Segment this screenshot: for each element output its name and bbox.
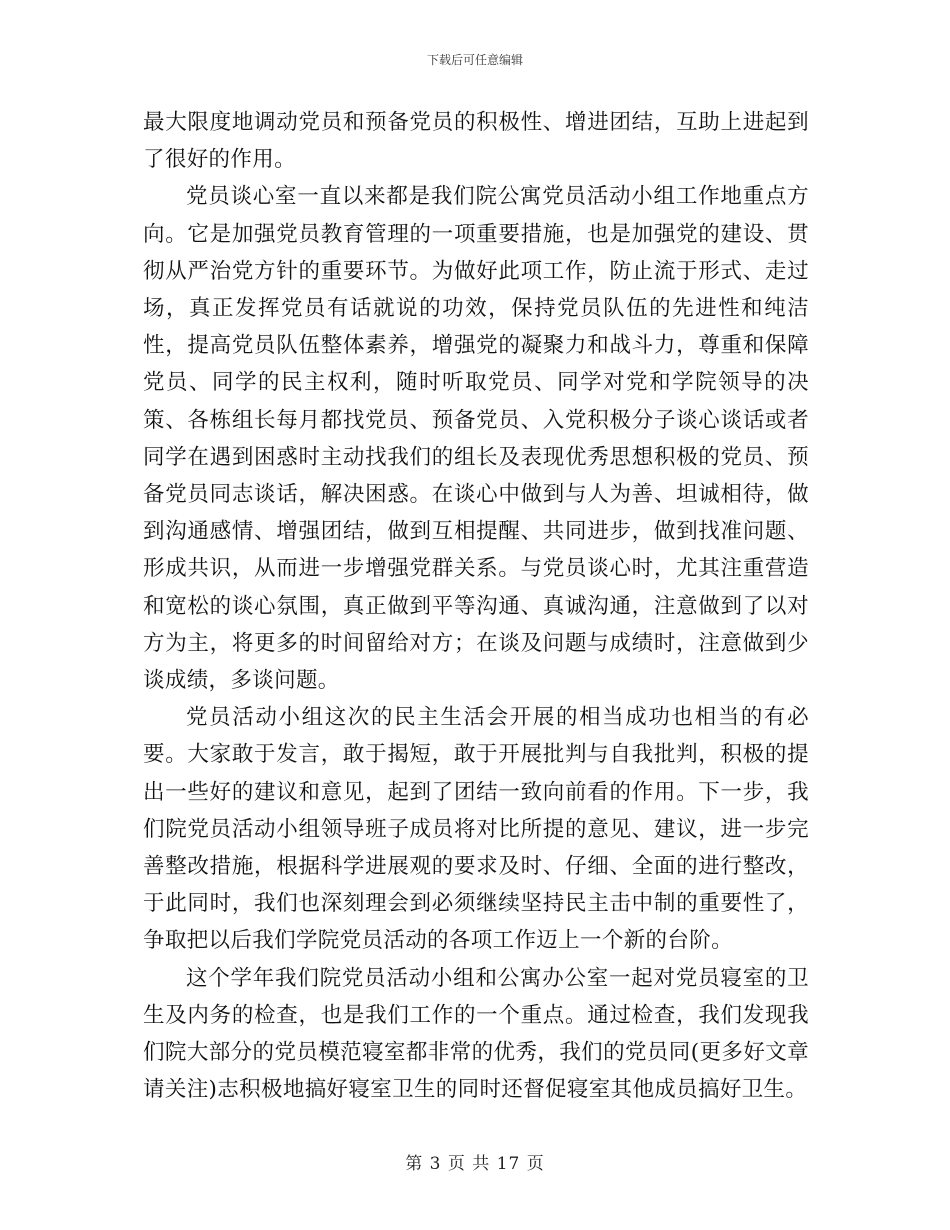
paragraph-party-member-talk-room: 党员谈心室一直以来都是我们院公寓党员活动小组工作地重点方向。它是加强党员教育管理的一项重要措施，也是加强党的建设、贯彻从严治党方针的重要环节。为做好此项工作，防止流于形式、走过场，真正发挥党员有话就说的功效，保持党员队伍的先进性和纯洁性，提高党员队伍整体素养，增强党的凝聚力和战斗力，尊重和保障党员、同学的民主权利，随时听取党员、同学对党和学院领导的决策、各栋组长每月都找党员、预备党员、入党积极分子谈心谈话或者同学在遇到困惑时主动找我们的组长及表现优秀思想积极的党员、预备党员同志谈话，解决困惑。在谈心中做到与人为善、坦诚相待，做到沟通感情、增强团结，做到互相提醒、共同进步，做到找准问题、形成共识，从而进一步增强党群关系。与党员谈心时，尤其注重营造和宽松的谈心氛围，真正做到平等沟通、真诚沟通，注意做到了以对方为主，将更多的时间留给对方；在谈及问题与成绩时，注意做到少谈成绩，多谈问题。 [143, 184, 809, 694]
header-note: 下载后可任意编辑 [426, 53, 523, 67]
paragraph-democratic-meeting: 党员活动小组这次的民主生活会开展的相当成功也相当的有必要。大家敢于发言，敢于揭短，敢于开展批判与自我批判，积极的提出一些好的建议和意见，起到了团结一致向前看的作用。下一步，我们院党员活动小组领导班子成员将对比所提的意见、建议，进一步完善整改措施，根据科学进展观的要求及时、仔细、全面的进行整改，于此同时，我们也深刻理会到必须继续坚持民主击中制的重要性了，争取把以后我们学院党员活动的各项工作迈上一个新的台阶。 [143, 705, 809, 954]
page-number: 第 3 页 共 17 页 [405, 1154, 545, 1174]
paragraph-dorm-inspection: 这个学年我们院党员活动小组和公寓办公室一起对党员寝室的卫生及内务的检查，也是我们工作的一个重点。通过检查，我们发现我们院大部分的党员模范寝室都非常的优秀，我们的党员同(更多好文章请关注)志积极地搞好寝室卫生的同时还督促寝室其他成员搞好卫生。 [143, 965, 809, 1103]
document-body [143, 104, 809, 1108]
paragraph-continuation: 最大限度地调动党员和预备党员的积极性、增进团结，互助上进起到了很好的作用。 [143, 110, 809, 173]
